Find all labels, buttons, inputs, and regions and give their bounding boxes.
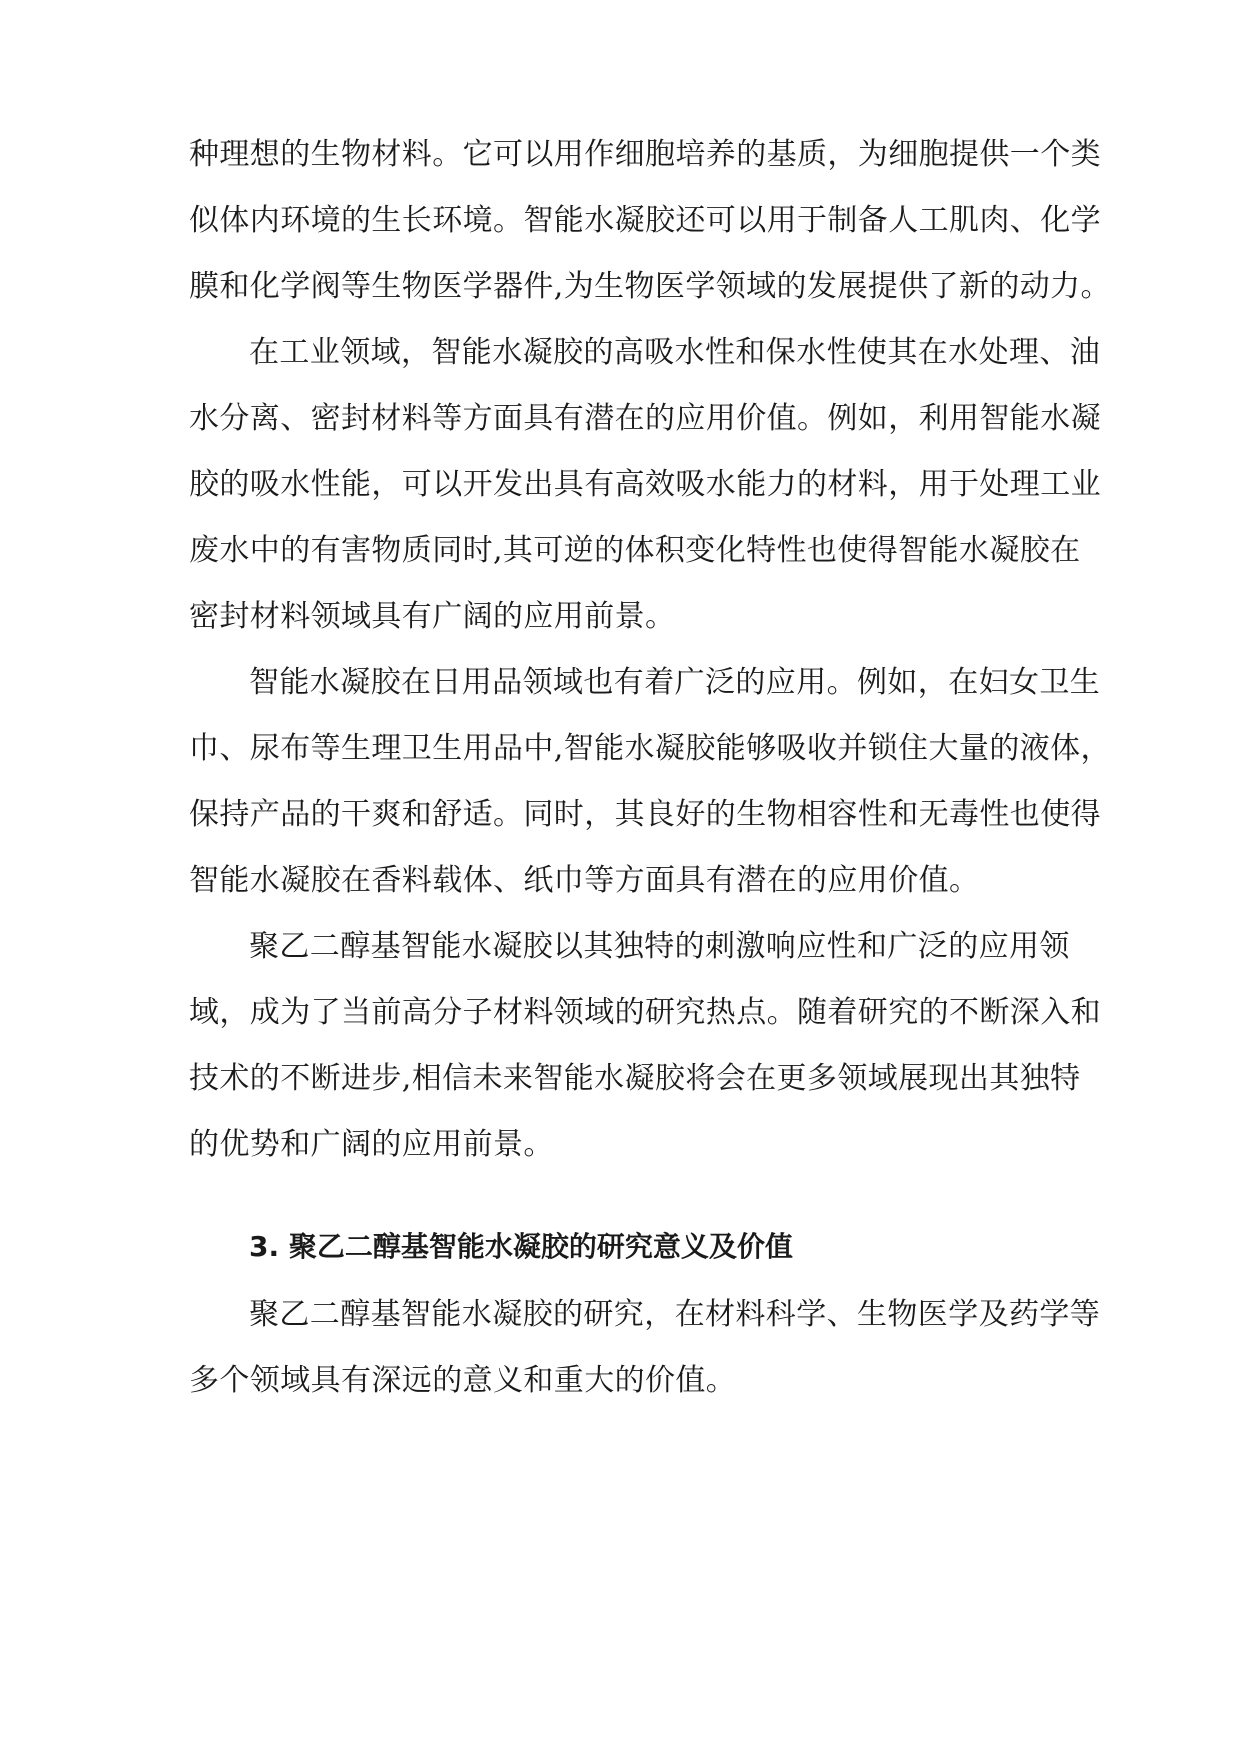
paragraph-3-line-3: 保持产品的干爽和舒适。同时，其良好的生物相容性和无毒性也使得 xyxy=(189,797,1101,832)
paragraph-2-line-3: 胶的吸水性能，可以开发出具有高效吸水能力的材料，用于处理工业 xyxy=(189,467,1101,502)
section-heading: 3. 聚乙二醇基智能水凝胶的研究意义及价值 xyxy=(249,1230,793,1263)
paragraph-4-line-1: 聚乙二醇基智能水凝胶以其独特的刺激响应性和广泛的应用领 xyxy=(249,929,1070,964)
paragraph-2-line-1: 在工业领域，智能水凝胶的高吸水性和保水性使其在水处理、油 xyxy=(249,335,1101,370)
section-paragraph-line-1: 聚乙二醇基智能水凝胶的研究，在材料科学、生物医学及药学等 xyxy=(249,1297,1101,1332)
paragraph-1-line-1: 种理想的生物材料。它可以用作细胞培养的基质，为细胞提供一个类 xyxy=(189,137,1101,172)
paragraph-2-line-5: 密封材料领域具有广阔的应用前景。 xyxy=(189,599,676,634)
paragraph-2-line-4: 废水中的有害物质同时,其可逆的体积变化特性也使得智能水凝胶在 xyxy=(189,533,1081,568)
paragraph-3-line-2: 巾、尿布等生理卫生用品中,智能水凝胶能够吸收并锁住大量的液体， xyxy=(189,731,1111,766)
section-paragraph-line-2: 多个领域具有深远的意义和重大的价值。 xyxy=(189,1363,737,1398)
paragraph-3-line-1: 智能水凝胶在日用品领域也有着广泛的应用。例如，在妇女卫生 xyxy=(249,665,1101,700)
paragraph-2-line-2: 水分离、密封材料等方面具有潜在的应用价值。例如，利用智能水凝 xyxy=(189,401,1101,436)
paragraph-1-line-3: 膜和化学阀等生物医学器件,为生物医学领域的发展提供了新的动力。 xyxy=(189,269,1111,304)
paragraph-3-line-4: 智能水凝胶在香料载体、纸巾等方面具有潜在的应用价值。 xyxy=(189,863,980,898)
paragraph-1-line-2: 似体内环境的生长环境。智能水凝胶还可以用于制备人工肌肉、化学 xyxy=(189,203,1101,238)
paragraph-4-line-3: 技术的不断进步,相信未来智能水凝胶将会在更多领域展现出其独特 xyxy=(189,1061,1081,1096)
paragraph-4-line-2: 域，成为了当前高分子材料领域的研究热点。随着研究的不断深入和 xyxy=(189,995,1101,1030)
paragraph-4-line-4: 的优势和广阔的应用前景。 xyxy=(189,1127,554,1162)
